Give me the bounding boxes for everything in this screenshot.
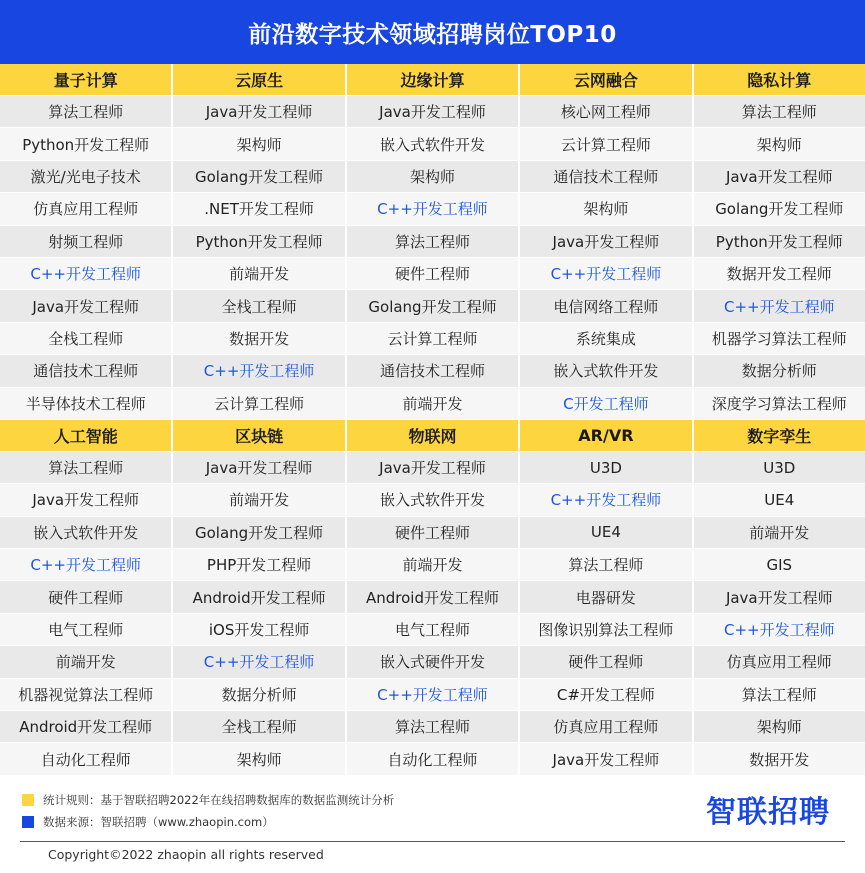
- column-header: AR/VR: [520, 420, 691, 452]
- job-cell: 深度学习算法工程师: [694, 388, 865, 420]
- job-cell: 仿真应用工程师: [520, 711, 691, 743]
- job-cell: 数据分析师: [173, 679, 344, 711]
- job-cell: 机器学习算法工程师: [694, 323, 865, 355]
- job-cell: C++开发工程师: [173, 646, 344, 678]
- legend-source: [22, 812, 394, 832]
- job-cell: Python开发工程师: [694, 226, 865, 258]
- column-header: 物联网: [347, 420, 518, 452]
- job-cell: 数据分析师: [694, 355, 865, 387]
- job-cell: Java开发工程师: [173, 96, 344, 128]
- job-cell: 硬件工程师: [0, 581, 171, 613]
- job-cell: 架构师: [520, 193, 691, 225]
- job-cell: 硬件工程师: [347, 517, 518, 549]
- job-cell: 云计算工程师: [520, 128, 691, 160]
- copyright-text: Copyright©2022 zhaopin all rights reserved: [48, 847, 324, 862]
- job-cell: 算法工程师: [0, 452, 171, 484]
- job-cell: .NET开发工程师: [173, 193, 344, 225]
- job-cell: Java开发工程师: [694, 161, 865, 193]
- job-cell: 嵌入式软件开发: [347, 484, 518, 516]
- footer-divider: [20, 841, 845, 842]
- job-cell: Java开发工程师: [694, 581, 865, 613]
- job-cell: Python开发工程师: [173, 226, 344, 258]
- job-cell: 算法工程师: [0, 96, 171, 128]
- job-cell: 前端开发: [173, 484, 344, 516]
- job-cell: 全栈工程师: [173, 711, 344, 743]
- job-cell: 电气工程师: [0, 614, 171, 646]
- legend-rule-text: 统计规则：基于智联招聘2022年在线招聘数据库的数据监测统计分析: [43, 793, 395, 807]
- column-header: 边缘计算: [347, 64, 518, 96]
- job-cell: C开发工程师: [520, 388, 691, 420]
- job-cell: Android开发工程师: [173, 581, 344, 613]
- job-cell: Java开发工程师: [520, 226, 691, 258]
- yellow-square-icon: [22, 794, 34, 806]
- job-cell: 前端开发: [0, 646, 171, 678]
- job-cell: Java开发工程师: [347, 452, 518, 484]
- job-cell: 全栈工程师: [0, 323, 171, 355]
- job-cell: 嵌入式软件开发: [0, 517, 171, 549]
- job-cell: 架构师: [694, 711, 865, 743]
- job-cell: Android开发工程师: [347, 581, 518, 613]
- job-cell: 通信技术工程师: [520, 161, 691, 193]
- column-header: 隐私计算: [694, 64, 865, 96]
- column-header: 云原生: [173, 64, 344, 96]
- job-cell: iOS开发工程师: [173, 614, 344, 646]
- job-cell: C++开发工程师: [694, 290, 865, 322]
- column-header: 区块链: [173, 420, 344, 452]
- job-cell: 算法工程师: [347, 711, 518, 743]
- job-cell: 前端开发: [173, 258, 344, 290]
- job-cell: Golang开发工程师: [347, 290, 518, 322]
- job-cell: 前端开发: [694, 517, 865, 549]
- job-cell: 图像识别算法工程师: [520, 614, 691, 646]
- column-header: 云网融合: [520, 64, 691, 96]
- job-cell: Android开发工程师: [0, 711, 171, 743]
- job-cell: 算法工程师: [520, 549, 691, 581]
- job-cell: 电器研发: [520, 581, 691, 613]
- job-cell: 电气工程师: [347, 614, 518, 646]
- job-cell: 嵌入式硬件开发: [347, 646, 518, 678]
- title-banner: [0, 0, 865, 64]
- job-cell: C++开发工程师: [520, 484, 691, 516]
- job-cell: Golang开发工程师: [694, 193, 865, 225]
- job-cell: 架构师: [347, 161, 518, 193]
- legend-source-text: 数据来源：智联招聘（www.zhaopin.com）: [43, 815, 274, 829]
- column-header: 量子计算: [0, 64, 171, 96]
- job-cell: U3D: [520, 452, 691, 484]
- job-cell: 数据开发: [694, 743, 865, 775]
- job-cell: U3D: [694, 452, 865, 484]
- job-cell: 算法工程师: [694, 679, 865, 711]
- job-cell: 电信网络工程师: [520, 290, 691, 322]
- job-cell: Golang开发工程师: [173, 161, 344, 193]
- job-cell: 前端开发: [347, 388, 518, 420]
- job-cell: 架构师: [694, 128, 865, 160]
- job-cell: 硬件工程师: [347, 258, 518, 290]
- job-cell: 激光/光电子技术: [0, 161, 171, 193]
- job-cell: Python开发工程师: [0, 128, 171, 160]
- column-header: 数字孪生: [694, 420, 865, 452]
- page-title: 前沿数字技术领域招聘岗位TOP10: [248, 21, 617, 48]
- job-cell: 算法工程师: [694, 96, 865, 128]
- job-cell: Golang开发工程师: [173, 517, 344, 549]
- job-cell: 前端开发: [347, 549, 518, 581]
- job-cell: C++开发工程师: [694, 614, 865, 646]
- job-cell: 射频工程师: [0, 226, 171, 258]
- job-cell: PHP开发工程师: [173, 549, 344, 581]
- job-cell: 数据开发工程师: [694, 258, 865, 290]
- job-cell: 系统集成: [520, 323, 691, 355]
- job-cell: C++开发工程师: [173, 355, 344, 387]
- blue-square-icon: [22, 816, 34, 828]
- job-cell: 架构师: [173, 743, 344, 775]
- job-cell: C++开发工程师: [0, 549, 171, 581]
- job-cell: 云计算工程师: [173, 388, 344, 420]
- job-cell: C++开发工程师: [0, 258, 171, 290]
- job-cell: C#开发工程师: [520, 679, 691, 711]
- job-cell: GIS: [694, 549, 865, 581]
- job-cell: 嵌入式软件开发: [347, 128, 518, 160]
- job-cell: 自动化工程师: [0, 743, 171, 775]
- job-table: [0, 64, 865, 776]
- job-cell: 嵌入式软件开发: [520, 355, 691, 387]
- job-cell: 仿真应用工程师: [694, 646, 865, 678]
- job-cell: 架构师: [173, 128, 344, 160]
- job-cell: Java开发工程师: [347, 96, 518, 128]
- job-cell: C++开发工程师: [347, 679, 518, 711]
- job-cell: 云计算工程师: [347, 323, 518, 355]
- job-cell: 半导体技术工程师: [0, 388, 171, 420]
- job-cell: C++开发工程师: [347, 193, 518, 225]
- job-cell: Java开发工程师: [520, 743, 691, 775]
- brand-logo: 智联招聘: [706, 795, 830, 830]
- job-cell: Java开发工程师: [173, 452, 344, 484]
- job-cell: 数据开发: [173, 323, 344, 355]
- legend-rule: [22, 790, 394, 810]
- job-cell: 核心网工程师: [520, 96, 691, 128]
- job-cell: C++开发工程师: [520, 258, 691, 290]
- job-cell: 硬件工程师: [520, 646, 691, 678]
- job-cell: 仿真应用工程师: [0, 193, 171, 225]
- job-cell: Java开发工程师: [0, 290, 171, 322]
- job-cell: 算法工程师: [347, 226, 518, 258]
- job-cell: 机器视觉算法工程师: [0, 679, 171, 711]
- job-cell: 通信技术工程师: [347, 355, 518, 387]
- job-cell: UE4: [694, 484, 865, 516]
- legend: [22, 790, 394, 834]
- column-header: 人工智能: [0, 420, 171, 452]
- job-cell: 通信技术工程师: [0, 355, 171, 387]
- job-cell: 自动化工程师: [347, 743, 518, 775]
- job-cell: Java开发工程师: [0, 484, 171, 516]
- job-cell: UE4: [520, 517, 691, 549]
- job-cell: 全栈工程师: [173, 290, 344, 322]
